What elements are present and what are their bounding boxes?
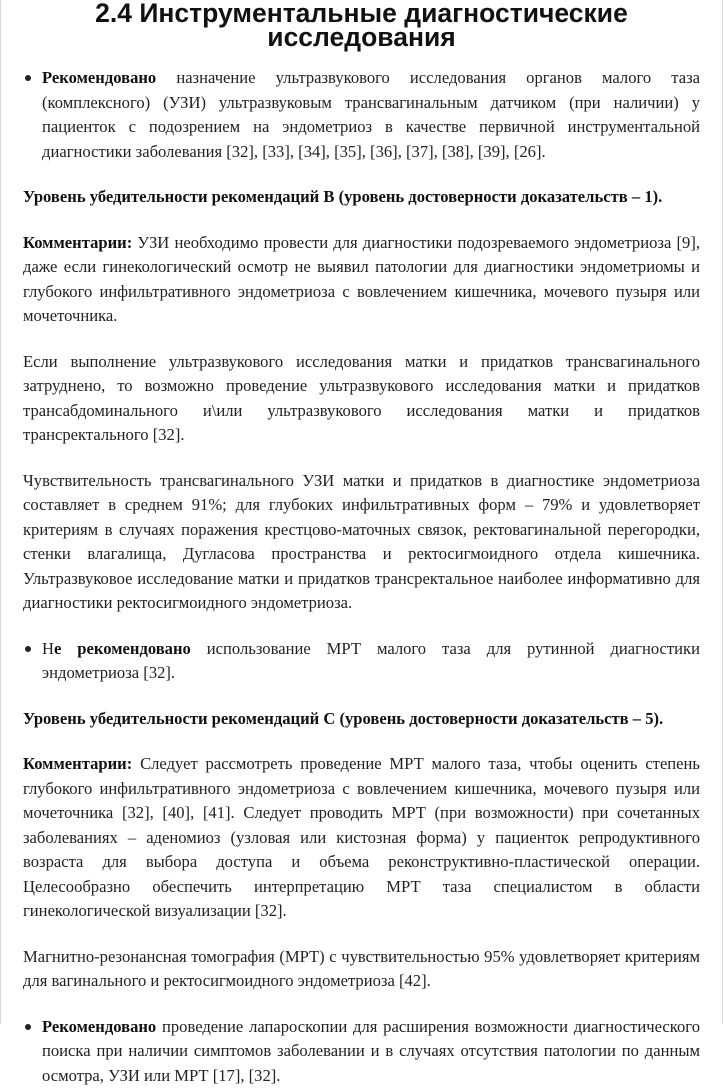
comment-paragraph: Комментарии: Следует рассмотреть проведение МРТ малого таза, чтобы оценить степень глубокого инфильтративного эндометриоза с вовлечением кишечника, мочевого пузыря или мочеточника [32], [40], [41]. Следует проводить МРТ (при возможности) при сочетанных заболеваниях – аденомиоз (узловая или кистозная форма) у пациенток репродуктивного возраста для выбора доступа и объема реконструктивно-пластической операции. Целесообразно обеспечить интерпретацию МРТ таза специалистом в области гинекологической визуализации [32]. [23,752,700,924]
recommendation-list [23,637,700,686]
section-title: 2.4 Инструментальные диагностические исследования [23,0,700,49]
recommendation-lead: Рекомендовано [42,1017,156,1036]
body-paragraph: Чувствительность трансвагинального УЗИ матки и придатков в диагностике эндометриоза составляет в среднем 91%; для глубоких инфильтративных форм – 79% и удовлетворяет критериям в случаях поражения крестцово-маточных связок, ректовагинальной перегородки, стенки влагалища, Дугласова пространства и ректосигмоидного отдела кишечника. Ультразвуковое исследование матки и придатков трансректальное наиболее информативно для диагностики ректосигмоидного эндометриоза. [23,469,700,616]
recommendation-item [23,637,700,686]
recommendation-lead: Рекомендовано [42,68,156,87]
evidence-level: Уровень убедительности рекомендаций C (уровень достоверности доказательств – 5). [23,707,700,732]
body-paragraph: Если выполнение ультразвукового исследования матки и придатков трансвагинального затруднено, то возможно проведение ультразвукового исследования матки и придатков трансабдоминального и\или ультразвукового исследования матки и придатков трансректального [32]. [23,350,700,448]
recommendation-lead: е рекомендовано [54,639,191,658]
comment-lead: Комментарии: [23,233,132,252]
comment-paragraph: Комментарии: УЗИ необходимо провести для диагностики подозреваемого эндометриоза [9], даже если гинекологический осмотр не выявил патологии для диагностики эндометриомы и глубокого инфильтративного эндометриоза с вовлечением кишечника, мочевого пузыря или мочеточника. [23,231,700,329]
recommendation-item [23,1015,700,1088]
recommendation-text: Рекомендовано проведение лапароскопии для расширения возможности диагностического поиска при наличии симптомов заболевании и в случаях отсутствия патологии по данным осмотра, УЗИ или МРТ [17], [32]. [42,1015,700,1088]
recommendation-list [23,1015,700,1088]
evidence-level: Уровень убедительности рекомендаций B (уровень достоверности доказательств – 1). [23,185,700,210]
comment-lead: Комментарии: [23,754,132,773]
recommendation-text: Не рекомендовано использование МРТ малого таза для рутинной диагностики эндометриоза [32]. [42,637,700,686]
recommendation-list [23,66,700,164]
body-paragraph: Магнитно-резонансная томография (МРТ) с чувствительностью 95% удовлетворяет критериям для вагинального и ректосигмоидного эндометриоза [42]. [23,945,700,994]
recommendation-item [23,66,700,164]
recommendation-text: Рекомендовано назначение ультразвукового исследования органов малого таза (комплексного) (УЗИ) ультразвуковым трансвагинальным датчиком (при наличии) у пациенток с подозрением на эндометриоз в качестве первичной инструментальной диагностики заболевания [32], [33], [34], [35], [36], [37], [38], [39], [26]. [42,66,700,164]
